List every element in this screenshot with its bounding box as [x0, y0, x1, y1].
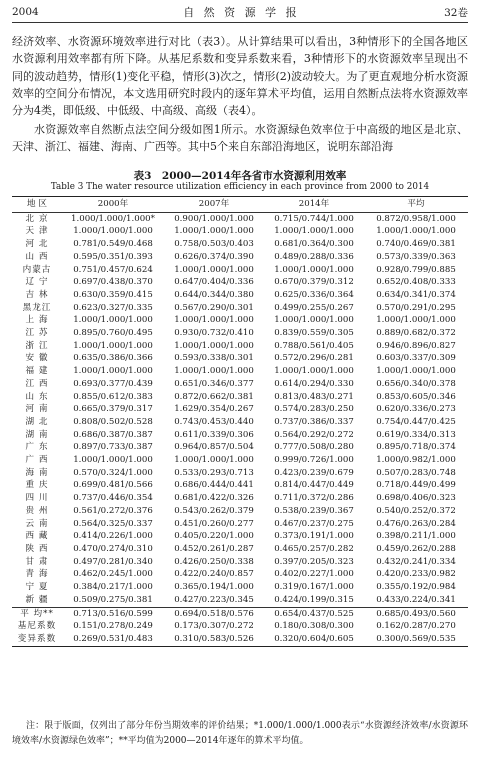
region-cell: 贵 州	[25, 505, 49, 516]
region-cell: 重 庆	[25, 480, 49, 491]
summary-row	[12, 633, 468, 646]
region-cell: 新 疆	[25, 594, 49, 605]
value-cell: 0.889/0.682/0.372	[376, 328, 456, 339]
table-header-row	[12, 197, 468, 213]
value-cell: 0.715/0.744/1.000	[274, 213, 354, 224]
value-cell: 0.497/0.281/0.340	[73, 556, 153, 567]
region-cell: 四 川	[25, 493, 49, 504]
value-cell: 0.470/0.274/0.310	[73, 543, 153, 554]
table-row	[12, 594, 468, 607]
value-cell: 0.718/0.449/0.499	[376, 480, 456, 491]
table-row	[12, 492, 468, 505]
table-row	[12, 403, 468, 416]
value-cell: 0.595/0.351/0.393	[73, 251, 153, 262]
value-cell: 0.754/0.447/0.425	[376, 416, 456, 427]
region-cell: 福 建	[25, 366, 49, 377]
value-cell: 0.930/0.732/0.410	[174, 328, 254, 339]
table-note: 注：限于版面，仅列出了部分年份当期效率的评价结果；*1.000/1.000/1.000表示“水资源经济效率/水资源环境效率/水资源绿色效率”；**平均值为2000—2014年逐年的算术平均值。	[12, 721, 468, 746]
value-cell: 0.630/0.359/0.415	[73, 289, 153, 300]
value-cell: 0.397/0.205/0.323	[274, 556, 354, 567]
table-row	[12, 352, 468, 365]
value-cell: 0.694/0.518/0.576	[164, 607, 264, 620]
value-cell: 0.567/0.290/0.301	[174, 302, 254, 313]
value-cell: 0.644/0.344/0.380	[174, 289, 254, 300]
body-paragraph-2: 水资源效率自然断点法空间分级如图1所示。水资源绿色效率位于中高级的地区是北京、天津、浙江、福建、海南、广西等。其中5个来自东部沿海地区，说明东部沿海	[12, 123, 468, 154]
value-cell: 0.398/0.211/1.000	[376, 531, 456, 542]
value-cell: 0.740/0.469/0.381	[376, 239, 456, 250]
value-cell: 0.654/0.437/0.525	[264, 607, 364, 620]
value-cell: 0.611/0.339/0.306	[174, 429, 254, 440]
table-row	[12, 276, 468, 289]
page-header	[12, 4, 468, 20]
value-cell: 0.593/0.338/0.301	[174, 353, 254, 364]
value-cell: 0.603/0.337/0.309	[376, 353, 456, 364]
efficiency-table	[12, 196, 468, 647]
value-cell: 0.693/0.377/0.439	[73, 378, 153, 389]
value-cell: 0.320/0.604/0.605	[264, 633, 364, 646]
value-cell: 0.300/0.569/0.535	[364, 633, 468, 646]
value-cell: 1.000/1.000/1.000	[376, 315, 456, 326]
value-cell: 1.000/1.000/1.000	[73, 340, 153, 351]
region-cell: 变异系数	[12, 633, 62, 646]
region-cell: 广 西	[25, 455, 49, 466]
value-cell: 0.946/0.896/0.827	[376, 340, 456, 351]
region-cell: 山 东	[25, 391, 49, 402]
region-cell: 江 苏	[25, 328, 49, 339]
journal-title: 自 然 资 源 学 报	[183, 6, 300, 19]
value-cell: 0.319/0.167/1.000	[274, 582, 354, 593]
table-row	[12, 479, 468, 492]
value-cell: 0.839/0.559/0.305	[274, 328, 354, 339]
value-cell: 0.422/0.240/0.857	[174, 569, 254, 580]
value-cell: 1.000/1.000/1.000	[274, 315, 354, 326]
col-header-2000: 2000年	[62, 197, 164, 213]
table-row	[12, 378, 468, 391]
value-cell: 1.000/1.000/1.000	[274, 264, 354, 275]
table-row	[12, 289, 468, 302]
value-cell: 0.402/0.227/1.000	[274, 569, 354, 580]
value-cell: 0.572/0.296/0.281	[274, 353, 354, 364]
value-cell: 0.533/0.293/0.713	[174, 467, 254, 478]
value-cell: 0.626/0.374/0.390	[174, 251, 254, 262]
region-cell: 云 南	[25, 518, 49, 529]
value-cell: 0.698/0.406/0.323	[376, 493, 456, 504]
table-row	[12, 467, 468, 480]
table-row	[12, 416, 468, 429]
value-cell: 0.999/0.726/1.000	[274, 455, 354, 466]
table-row	[12, 340, 468, 353]
value-cell: 1.000/1.000/1.000	[174, 226, 254, 237]
value-cell: 1.629/0.354/0.267	[174, 404, 254, 415]
value-cell: 0.788/0.561/0.405	[274, 340, 354, 351]
value-cell: 1.000/1.000/1.000	[174, 264, 254, 275]
region-cell: 安 徽	[25, 353, 49, 364]
col-header-average: 平均	[364, 197, 468, 213]
value-cell: 0.808/0.502/0.528	[73, 416, 153, 427]
value-cell: 0.855/0.612/0.383	[73, 391, 153, 402]
value-cell: 1.000/1.000/1.000	[174, 315, 254, 326]
region-cell: 基尼系数	[17, 621, 57, 632]
col-header-region: 地 区	[12, 197, 62, 213]
value-cell: 0.424/0.199/0.315	[274, 594, 354, 605]
table-row	[12, 302, 468, 315]
region-cell: 吉 林	[25, 289, 49, 300]
table-row	[12, 365, 468, 378]
value-cell: 0.656/0.340/0.378	[376, 378, 456, 389]
value-cell: 0.570/0.324/1.000	[73, 467, 153, 478]
value-cell: 1.000/1.000/1.000	[73, 315, 153, 326]
value-cell: 0.365/0.194/1.000	[174, 582, 254, 593]
table-row	[12, 568, 468, 581]
value-cell: 0.713/0.516/0.599	[62, 607, 164, 620]
value-cell: 0.489/0.288/0.336	[274, 251, 354, 262]
table-row	[12, 429, 468, 442]
value-cell: 0.573/0.339/0.363	[376, 251, 456, 262]
value-cell: 0.452/0.261/0.287	[174, 543, 254, 554]
summary-row	[12, 607, 468, 620]
value-cell: 1.000/1.000/1.000*	[71, 213, 155, 224]
region-cell: 河 北	[25, 239, 49, 250]
value-cell: 0.620/0.336/0.273	[376, 404, 456, 415]
value-cell: 0.619/0.334/0.313	[376, 429, 456, 440]
table-row	[12, 264, 468, 277]
value-cell: 0.499/0.255/0.267	[274, 302, 354, 313]
value-cell: 0.625/0.336/0.364	[274, 289, 354, 300]
value-cell: 0.451/0.260/0.277	[174, 518, 254, 529]
table-row	[12, 543, 468, 556]
value-cell: 0.781/0.549/0.468	[73, 239, 153, 250]
value-cell: 1.000/1.000/1.000	[73, 366, 153, 377]
year-label: 2004	[12, 6, 39, 18]
region-cell: 天 津	[25, 226, 49, 237]
value-cell: 0.543/0.262/0.379	[174, 505, 254, 516]
value-cell: 1.000/1.000/1.000	[376, 226, 456, 237]
body-paragraph-1: 经济效率、水资源环境效率进行对比（表3）。从计算结果可以看出，3种情形下的全国各地区水资源利用效率都有所下降。从基尼系数和变异系数来看，3种情形下的水资源效率呈现出不同的波动趋势，情形(1)变化平稳，情形(3)次之，情形(2)波动较大。为了更直观地分析水资源效率的空间分布情况，本文选用研究时段内的逐年算术平均值，运用自然断点法将水资源效率分为4类，即低级、中低级、中高级、高级（表4）。	[12, 35, 468, 118]
col-header-2014: 2014年	[264, 197, 364, 213]
table-row	[12, 251, 468, 264]
value-cell: 0.426/0.250/0.338	[174, 556, 254, 567]
value-cell: 0.665/0.379/0.317	[73, 404, 153, 415]
value-cell: 0.777/0.508/0.280	[274, 442, 354, 453]
table-row	[12, 441, 468, 454]
region-cell: 辽 宁	[25, 277, 49, 288]
value-cell: 1.000/0.982/1.000	[376, 455, 456, 466]
value-cell: 0.538/0.239/0.367	[274, 505, 354, 516]
value-cell: 0.814/0.447/0.449	[274, 480, 354, 491]
value-cell: 0.897/0.733/0.387	[73, 442, 153, 453]
value-cell: 0.180/0.308/0.300	[274, 621, 354, 632]
value-cell: 0.737/0.386/0.337	[274, 416, 354, 427]
value-cell: 0.269/0.531/0.483	[62, 633, 164, 646]
value-cell: 0.459/0.262/0.288	[376, 543, 456, 554]
region-cell: 甘 肃	[25, 556, 49, 567]
table-row	[12, 212, 468, 225]
value-cell: 1.000/1.000/1.000	[274, 226, 354, 237]
volume-label: 32卷	[444, 6, 468, 19]
table-row	[12, 327, 468, 340]
region-cell: 陕 西	[25, 543, 49, 554]
value-cell: 0.162/0.287/0.270	[376, 621, 456, 632]
region-cell: 浙 江	[25, 340, 49, 351]
value-cell: 0.900/1.000/1.000	[174, 213, 254, 224]
value-cell: 0.414/0.226/1.000	[73, 531, 153, 542]
value-cell: 0.570/0.291/0.295	[376, 302, 456, 313]
value-cell: 0.310/0.583/0.526	[164, 633, 264, 646]
value-cell: 0.872/0.958/1.000	[376, 213, 456, 224]
region-cell: 平 均**	[12, 607, 62, 620]
table-body	[12, 212, 468, 646]
value-cell: 1.000/1.000/1.000	[174, 455, 254, 466]
value-cell: 0.697/0.438/0.370	[73, 277, 153, 288]
value-cell: 0.872/0.662/0.381	[174, 391, 254, 402]
table-row	[12, 556, 468, 569]
value-cell: 0.634/0.341/0.374	[376, 289, 456, 300]
value-cell: 0.540/0.252/0.372	[376, 505, 456, 516]
summary-row	[12, 620, 468, 633]
region-cell: 西 藏	[25, 531, 49, 542]
value-cell: 0.427/0.223/0.345	[174, 594, 254, 605]
value-cell: 0.853/0.605/0.346	[376, 391, 456, 402]
value-cell: 0.743/0.453/0.440	[174, 416, 254, 427]
value-cell: 1.000/1.000/1.000	[174, 366, 254, 377]
value-cell: 0.928/0.799/0.885	[376, 264, 456, 275]
value-cell: 0.355/0.192/0.984	[376, 582, 456, 593]
value-cell: 0.686/0.444/0.441	[174, 480, 254, 491]
value-cell: 0.420/0.233/0.982	[376, 569, 456, 580]
value-cell: 0.685/0.493/0.560	[364, 607, 468, 620]
value-cell: 0.652/0.408/0.333	[376, 277, 456, 288]
table-row	[12, 454, 468, 467]
value-cell: 1.000/1.000/1.000	[73, 226, 153, 237]
value-cell: 0.405/0.220/1.000	[174, 531, 254, 542]
region-cell: 青 海	[25, 569, 49, 580]
table-row	[12, 314, 468, 327]
value-cell: 0.465/0.257/0.282	[274, 543, 354, 554]
value-cell: 0.751/0.457/0.624	[73, 264, 153, 275]
value-cell: 0.467/0.237/0.275	[274, 518, 354, 529]
value-cell: 0.509/0.275/0.381	[73, 594, 153, 605]
value-cell: 0.432/0.241/0.334	[376, 556, 456, 567]
value-cell: 0.681/0.422/0.326	[174, 493, 254, 504]
header-rule	[12, 22, 468, 23]
value-cell: 0.151/0.278/0.249	[73, 621, 153, 632]
value-cell: 0.895/0.718/0.374	[376, 442, 456, 453]
value-cell: 0.373/0.191/1.000	[274, 531, 354, 542]
table-row	[12, 530, 468, 543]
value-cell: 0.711/0.372/0.286	[274, 493, 354, 504]
value-cell: 0.964/0.857/0.504	[174, 442, 254, 453]
value-cell: 0.476/0.263/0.284	[376, 518, 456, 529]
value-cell: 0.635/0.386/0.366	[73, 353, 153, 364]
value-cell: 0.564/0.292/0.272	[274, 429, 354, 440]
value-cell: 0.623/0.327/0.335	[73, 302, 153, 313]
value-cell: 0.507/0.283/0.748	[376, 467, 456, 478]
value-cell: 0.758/0.503/0.403	[174, 239, 254, 250]
value-cell: 1.000/1.000/1.000	[274, 366, 354, 377]
value-cell: 1.000/1.000/1.000	[376, 366, 456, 377]
value-cell: 0.670/0.379/0.312	[274, 277, 354, 288]
value-cell: 1.000/1.000/1.000	[73, 455, 153, 466]
value-cell: 0.647/0.404/0.336	[174, 277, 254, 288]
value-cell: 0.737/0.446/0.354	[73, 493, 153, 504]
value-cell: 0.173/0.307/0.272	[174, 621, 254, 632]
value-cell: 0.895/0.760/0.495	[73, 328, 153, 339]
region-cell: 湖 北	[25, 416, 49, 427]
table-row	[12, 581, 468, 594]
value-cell: 0.561/0.272/0.376	[73, 505, 153, 516]
region-cell: 湖 南	[25, 429, 49, 440]
region-cell: 广 东	[25, 442, 49, 453]
value-cell: 0.699/0.481/0.566	[73, 480, 153, 491]
table-row	[12, 391, 468, 404]
region-cell: 河 南	[25, 404, 49, 415]
table-row	[12, 225, 468, 238]
value-cell: 0.686/0.387/0.387	[73, 429, 153, 440]
table-title: 表3 2000—2014年各省市水资源利用效率	[133, 170, 347, 182]
region-cell: 内蒙古	[22, 264, 52, 275]
region-cell: 海 南	[25, 467, 49, 478]
table-row	[12, 238, 468, 251]
value-cell: 0.384/0.217/1.000	[73, 582, 153, 593]
region-cell: 上 海	[25, 315, 49, 326]
value-cell: 0.681/0.364/0.300	[274, 239, 354, 250]
value-cell: 0.651/0.346/0.377	[174, 378, 254, 389]
value-cell: 1.000/1.000/1.000	[174, 340, 254, 351]
col-header-2007: 2007年	[164, 197, 264, 213]
region-cell: 北 京	[25, 213, 49, 224]
table-row	[12, 518, 468, 531]
table-title-en: Table 3 The water resource utilization efficiency in each province from 2000 to 2014	[50, 182, 430, 192]
region-cell: 黑龙江	[22, 302, 52, 313]
region-cell: 江 西	[25, 378, 49, 389]
value-cell: 0.564/0.325/0.337	[73, 518, 153, 529]
value-cell: 0.574/0.283/0.250	[274, 404, 354, 415]
table-row	[12, 505, 468, 518]
region-cell: 宁 夏	[25, 582, 49, 593]
value-cell: 0.614/0.294/0.330	[274, 378, 354, 389]
value-cell: 0.462/0.245/1.000	[73, 569, 153, 580]
value-cell: 0.423/0.239/0.679	[274, 467, 354, 478]
value-cell: 0.433/0.224/0.341	[376, 594, 456, 605]
region-cell: 山 西	[25, 251, 49, 262]
value-cell: 0.813/0.483/0.271	[274, 391, 354, 402]
